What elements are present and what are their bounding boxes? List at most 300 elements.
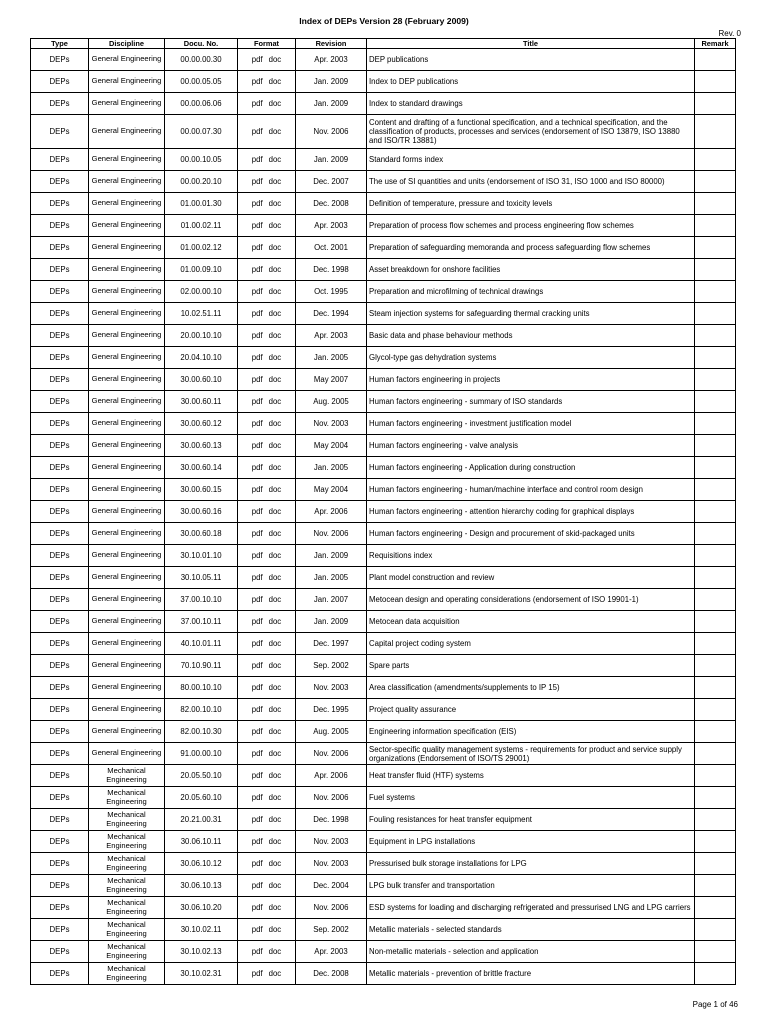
type-cell: DEPs <box>31 369 89 391</box>
revision-cell: Apr. 2003 <box>296 941 367 963</box>
table-row <box>31 677 736 699</box>
discipline-cell: General Engineering <box>89 115 165 149</box>
remark-cell <box>695 281 736 303</box>
pdf-link[interactable]: pdf <box>251 925 263 934</box>
type-cell: DEPs <box>31 809 89 831</box>
pdf-link[interactable]: pdf <box>251 639 263 648</box>
type-cell: DEPs <box>31 853 89 875</box>
title-cell: Metocean design and operating considerations (endorsement of ISO 19901-1) <box>367 589 695 611</box>
doc-link[interactable]: doc <box>268 485 282 494</box>
pdf-link[interactable]: pdf <box>251 441 263 450</box>
title-cell: Plant model construction and review <box>367 567 695 589</box>
format-cell <box>238 303 296 325</box>
table-row <box>31 369 736 391</box>
pdf-link[interactable]: pdf <box>251 243 263 252</box>
discipline-cell: Mechanical Engineering <box>89 853 165 875</box>
title-cell: Non-metallic materials - selection and application <box>367 941 695 963</box>
discipline-cell: General Engineering <box>89 655 165 677</box>
remark-cell <box>695 479 736 501</box>
remark-cell <box>695 743 736 765</box>
type-cell: DEPs <box>31 391 89 413</box>
remark-cell <box>695 875 736 897</box>
doc-link[interactable]: doc <box>268 925 282 934</box>
docu-no-cell: 00.00.20.10 <box>165 171 238 193</box>
type-cell: DEPs <box>31 115 89 149</box>
doc-link[interactable]: doc <box>268 903 282 912</box>
doc-link[interactable]: doc <box>268 375 282 384</box>
type-cell: DEPs <box>31 303 89 325</box>
pdf-link[interactable]: pdf <box>251 661 263 670</box>
table-row <box>31 941 736 963</box>
format-cell <box>238 457 296 479</box>
revision-cell: Nov. 2003 <box>296 677 367 699</box>
title-cell: Metocean data acquisition <box>367 611 695 633</box>
pdf-link[interactable]: pdf <box>251 683 263 692</box>
revision-cell: Aug. 2005 <box>296 721 367 743</box>
revision-cell: Jan. 2009 <box>296 93 367 115</box>
pdf-link[interactable]: pdf <box>251 727 263 736</box>
docu-no-cell: 02.00.00.10 <box>165 281 238 303</box>
pdf-link[interactable]: pdf <box>251 793 263 802</box>
doc-link[interactable]: doc <box>268 595 282 604</box>
type-cell: DEPs <box>31 215 89 237</box>
pdf-link[interactable]: pdf <box>251 397 263 406</box>
title-cell: The use of SI quantities and units (endorsement of ISO 31, ISO 1000 and ISO 80000) <box>367 171 695 193</box>
discipline-cell: General Engineering <box>89 413 165 435</box>
docu-no-cell: 91.00.00.10 <box>165 743 238 765</box>
discipline-cell: General Engineering <box>89 567 165 589</box>
docu-no-cell: 30.00.60.10 <box>165 369 238 391</box>
title-cell: Engineering information specification (EIS) <box>367 721 695 743</box>
type-cell: DEPs <box>31 545 89 567</box>
table-row <box>31 149 736 171</box>
doc-link[interactable]: doc <box>268 441 282 450</box>
doc-link[interactable]: doc <box>268 573 282 582</box>
docu-no-cell: 20.05.60.10 <box>165 787 238 809</box>
pdf-link[interactable]: pdf <box>251 127 263 136</box>
table-row <box>31 215 736 237</box>
pdf-link[interactable]: pdf <box>251 507 263 516</box>
discipline-cell: General Engineering <box>89 237 165 259</box>
doc-link[interactable]: doc <box>268 683 282 692</box>
title-cell: Fouling resistances for heat transfer equipment <box>367 809 695 831</box>
remark-cell <box>695 325 736 347</box>
format-cell <box>238 633 296 655</box>
pdf-link[interactable]: pdf <box>251 573 263 582</box>
pdf-link[interactable]: pdf <box>251 331 263 340</box>
docu-no-cell: 30.00.60.12 <box>165 413 238 435</box>
doc-link[interactable]: doc <box>268 265 282 274</box>
table-row <box>31 875 736 897</box>
type-cell: DEPs <box>31 897 89 919</box>
docu-no-cell: 30.00.60.15 <box>165 479 238 501</box>
docu-no-cell: 20.04.10.10 <box>165 347 238 369</box>
doc-link[interactable]: doc <box>268 639 282 648</box>
doc-link[interactable]: doc <box>268 331 282 340</box>
doc-link[interactable]: doc <box>268 859 282 868</box>
revision-cell: Dec. 1994 <box>296 303 367 325</box>
doc-link[interactable]: doc <box>268 177 282 186</box>
doc-link[interactable]: doc <box>268 309 282 318</box>
pdf-link[interactable]: pdf <box>251 419 263 428</box>
title-cell: Human factors engineering in projects <box>367 369 695 391</box>
pdf-link[interactable]: pdf <box>251 353 263 362</box>
docu-no-cell: 80.00.10.10 <box>165 677 238 699</box>
doc-link[interactable]: doc <box>268 793 282 802</box>
remark-cell <box>695 897 736 919</box>
dep-index-table <box>30 38 736 985</box>
discipline-cell: Mechanical Engineering <box>89 963 165 985</box>
remark-cell <box>695 765 736 787</box>
format-cell <box>238 479 296 501</box>
format-cell <box>238 93 296 115</box>
revision-cell: Jan. 2005 <box>296 567 367 589</box>
doc-link[interactable]: doc <box>268 221 282 230</box>
revision-cell: Jan. 2005 <box>296 347 367 369</box>
pdf-link[interactable]: pdf <box>251 309 263 318</box>
remark-cell <box>695 809 736 831</box>
remark-cell <box>695 963 736 985</box>
title-cell: Capital project coding system <box>367 633 695 655</box>
doc-link[interactable]: doc <box>268 529 282 538</box>
doc-link[interactable]: doc <box>268 881 282 890</box>
discipline-cell: General Engineering <box>89 215 165 237</box>
revision-cell: Jan. 2009 <box>296 545 367 567</box>
table-row <box>31 325 736 347</box>
pdf-link[interactable]: pdf <box>251 99 263 108</box>
type-cell: DEPs <box>31 413 89 435</box>
docu-no-cell: 20.05.50.10 <box>165 765 238 787</box>
format-cell <box>238 435 296 457</box>
pdf-link[interactable]: pdf <box>251 881 263 890</box>
docu-no-cell: 70.10.90.11 <box>165 655 238 677</box>
revision-label: Rev. 0 <box>718 29 741 38</box>
revision-cell: Nov. 2006 <box>296 115 367 149</box>
type-cell: DEPs <box>31 963 89 985</box>
revision-cell: Nov. 2006 <box>296 787 367 809</box>
title-cell: Pressurised bulk storage installations for LPG <box>367 853 695 875</box>
format-cell <box>238 49 296 71</box>
remark-cell <box>695 303 736 325</box>
remark-cell <box>695 677 736 699</box>
column-header-type: Type <box>31 39 89 49</box>
format-cell <box>238 391 296 413</box>
format-cell <box>238 765 296 787</box>
docu-no-cell: 30.00.60.16 <box>165 501 238 523</box>
remark-cell <box>695 545 736 567</box>
revision-cell: Aug. 2005 <box>296 391 367 413</box>
discipline-cell: Mechanical Engineering <box>89 941 165 963</box>
discipline-cell: General Engineering <box>89 171 165 193</box>
revision-cell: Dec. 1995 <box>296 699 367 721</box>
doc-link[interactable]: doc <box>268 155 282 164</box>
docu-no-cell: 37.00.10.11 <box>165 611 238 633</box>
pdf-link[interactable]: pdf <box>251 375 263 384</box>
page-number: Page 1 of 46 <box>692 1000 738 1009</box>
discipline-cell: Mechanical Engineering <box>89 809 165 831</box>
format-cell <box>238 215 296 237</box>
format-cell <box>238 941 296 963</box>
title-cell: Spare parts <box>367 655 695 677</box>
pdf-link[interactable]: pdf <box>251 815 263 824</box>
docu-no-cell: 20.21.00.31 <box>165 809 238 831</box>
pdf-link[interactable]: pdf <box>251 463 263 472</box>
pdf-link[interactable]: pdf <box>251 77 263 86</box>
doc-link[interactable]: doc <box>268 243 282 252</box>
doc-link[interactable]: doc <box>268 749 282 758</box>
type-cell: DEPs <box>31 347 89 369</box>
discipline-cell: General Engineering <box>89 149 165 171</box>
remark-cell <box>695 93 736 115</box>
discipline-cell: General Engineering <box>89 435 165 457</box>
revision-cell: Nov. 2003 <box>296 853 367 875</box>
type-cell: DEPs <box>31 435 89 457</box>
title-cell: Human factors engineering - Application during construction <box>367 457 695 479</box>
doc-link[interactable]: doc <box>268 419 282 428</box>
format-cell <box>238 589 296 611</box>
format-cell <box>238 281 296 303</box>
docu-no-cell: 30.00.60.13 <box>165 435 238 457</box>
title-cell: Human factors engineering - attention hierarchy coding for graphical displays <box>367 501 695 523</box>
discipline-cell: Mechanical Engineering <box>89 875 165 897</box>
remark-cell <box>695 237 736 259</box>
revision-cell: Dec. 2007 <box>296 171 367 193</box>
revision-cell: Dec. 1998 <box>296 809 367 831</box>
format-cell <box>238 809 296 831</box>
doc-link[interactable]: doc <box>268 353 282 362</box>
pdf-link[interactable]: pdf <box>251 969 263 978</box>
type-cell: DEPs <box>31 677 89 699</box>
format-cell <box>238 259 296 281</box>
discipline-cell: General Engineering <box>89 193 165 215</box>
pdf-link[interactable]: pdf <box>251 55 263 64</box>
title-cell: Human factors engineering - human/machine interface and control room design <box>367 479 695 501</box>
revision-cell: May 2004 <box>296 435 367 457</box>
type-cell: DEPs <box>31 523 89 545</box>
remark-cell <box>695 71 736 93</box>
format-cell <box>238 523 296 545</box>
title-cell: LPG bulk transfer and transportation <box>367 875 695 897</box>
docu-no-cell: 00.00.00.30 <box>165 49 238 71</box>
format-cell <box>238 171 296 193</box>
docu-no-cell: 30.00.60.14 <box>165 457 238 479</box>
table-row <box>31 303 736 325</box>
revision-cell: May 2007 <box>296 369 367 391</box>
doc-link[interactable]: doc <box>268 815 282 824</box>
title-cell: Sector-specific quality management systems - requirements for product and service supply organizations (Endorsement of ISO/TS 29001) <box>367 743 695 765</box>
format-cell <box>238 611 296 633</box>
pdf-link[interactable]: pdf <box>251 529 263 538</box>
remark-cell <box>695 347 736 369</box>
doc-link[interactable]: doc <box>268 661 282 670</box>
docu-no-cell: 30.06.10.13 <box>165 875 238 897</box>
table-row <box>31 171 736 193</box>
table-row <box>31 809 736 831</box>
doc-link[interactable]: doc <box>268 77 282 86</box>
docu-no-cell: 00.00.07.30 <box>165 115 238 149</box>
column-header-format: Format <box>238 39 296 49</box>
title-cell: Project quality assurance <box>367 699 695 721</box>
format-cell <box>238 853 296 875</box>
pdf-link[interactable]: pdf <box>251 771 263 780</box>
title-cell: Index to DEP publications <box>367 71 695 93</box>
table-row <box>31 853 736 875</box>
type-cell: DEPs <box>31 93 89 115</box>
title-cell: Preparation and microfilming of technical drawings <box>367 281 695 303</box>
table-row <box>31 71 736 93</box>
doc-link[interactable]: doc <box>268 727 282 736</box>
format-cell <box>238 699 296 721</box>
remark-cell <box>695 611 736 633</box>
pdf-link[interactable]: pdf <box>251 485 263 494</box>
remark-cell <box>695 115 736 149</box>
doc-link[interactable]: doc <box>268 837 282 846</box>
docu-no-cell: 30.10.02.13 <box>165 941 238 963</box>
table-row <box>31 919 736 941</box>
discipline-cell: Mechanical Engineering <box>89 765 165 787</box>
type-cell: DEPs <box>31 941 89 963</box>
pdf-link[interactable]: pdf <box>251 903 263 912</box>
table-row <box>31 435 736 457</box>
remark-cell <box>695 655 736 677</box>
pdf-link[interactable]: pdf <box>251 705 263 714</box>
revision-cell: Apr. 2003 <box>296 49 367 71</box>
type-cell: DEPs <box>31 633 89 655</box>
pdf-link[interactable]: pdf <box>251 199 263 208</box>
remark-cell <box>695 523 736 545</box>
revision-cell: Sep. 2002 <box>296 919 367 941</box>
pdf-link[interactable]: pdf <box>251 265 263 274</box>
discipline-cell: General Engineering <box>89 545 165 567</box>
type-cell: DEPs <box>31 281 89 303</box>
remark-cell <box>695 919 736 941</box>
revision-cell: Jan. 2009 <box>296 611 367 633</box>
docu-no-cell: 30.10.01.10 <box>165 545 238 567</box>
remark-cell <box>695 391 736 413</box>
format-cell <box>238 721 296 743</box>
revision-cell: Jan. 2007 <box>296 589 367 611</box>
table-row <box>31 259 736 281</box>
doc-link[interactable]: doc <box>268 99 282 108</box>
doc-link[interactable]: doc <box>268 463 282 472</box>
remark-cell <box>695 457 736 479</box>
format-cell <box>238 787 296 809</box>
revision-cell: Jan. 2009 <box>296 149 367 171</box>
type-cell: DEPs <box>31 237 89 259</box>
type-cell: DEPs <box>31 655 89 677</box>
docu-no-cell: 30.10.05.11 <box>165 567 238 589</box>
docu-no-cell: 82.00.10.10 <box>165 699 238 721</box>
pdf-link[interactable]: pdf <box>251 551 263 560</box>
pdf-link[interactable]: pdf <box>251 859 263 868</box>
revision-cell: Apr. 2006 <box>296 501 367 523</box>
format-cell <box>238 919 296 941</box>
title-cell: Fuel systems <box>367 787 695 809</box>
docu-no-cell: 30.10.02.31 <box>165 963 238 985</box>
revision-cell: Nov. 2006 <box>296 897 367 919</box>
doc-link[interactable]: doc <box>268 771 282 780</box>
revision-cell: Nov. 2003 <box>296 831 367 853</box>
revision-cell: Nov. 2006 <box>296 743 367 765</box>
doc-link[interactable]: doc <box>268 551 282 560</box>
title-cell: Steam injection systems for safeguarding thermal cracking units <box>367 303 695 325</box>
revision-cell: Nov. 2006 <box>296 523 367 545</box>
discipline-cell: General Engineering <box>89 303 165 325</box>
doc-link[interactable]: doc <box>268 507 282 516</box>
docu-no-cell: 01.00.02.12 <box>165 237 238 259</box>
doc-link[interactable]: doc <box>268 705 282 714</box>
table-row <box>31 115 736 149</box>
type-cell: DEPs <box>31 479 89 501</box>
table-row <box>31 633 736 655</box>
pdf-link[interactable]: pdf <box>251 947 263 956</box>
pdf-link[interactable]: pdf <box>251 221 263 230</box>
docu-no-cell: 30.06.10.20 <box>165 897 238 919</box>
remark-cell <box>695 787 736 809</box>
format-cell <box>238 237 296 259</box>
pdf-link[interactable]: pdf <box>251 177 263 186</box>
format-cell <box>238 193 296 215</box>
column-header-revision: Revision <box>296 39 367 49</box>
format-cell <box>238 875 296 897</box>
pdf-link[interactable]: pdf <box>251 837 263 846</box>
pdf-link[interactable]: pdf <box>251 155 263 164</box>
revision-cell: Jan. 2009 <box>296 71 367 93</box>
format-cell <box>238 501 296 523</box>
table-row <box>31 567 736 589</box>
format-cell <box>238 963 296 985</box>
doc-link[interactable]: doc <box>268 199 282 208</box>
remark-cell <box>695 49 736 71</box>
format-cell <box>238 347 296 369</box>
table-row <box>31 655 736 677</box>
pdf-link[interactable]: pdf <box>251 749 263 758</box>
type-cell: DEPs <box>31 875 89 897</box>
remark-cell <box>695 589 736 611</box>
pdf-link[interactable]: pdf <box>251 287 263 296</box>
revision-cell: Apr. 2003 <box>296 215 367 237</box>
doc-link[interactable]: doc <box>268 617 282 626</box>
revision-cell: Apr. 2003 <box>296 325 367 347</box>
discipline-cell: Mechanical Engineering <box>89 831 165 853</box>
table-header-row <box>31 39 736 49</box>
type-cell: DEPs <box>31 49 89 71</box>
remark-cell <box>695 699 736 721</box>
format-cell <box>238 677 296 699</box>
format-cell <box>238 149 296 171</box>
remark-cell <box>695 501 736 523</box>
pdf-link[interactable]: pdf <box>251 617 263 626</box>
revision-cell: May 2004 <box>296 479 367 501</box>
doc-link[interactable]: doc <box>268 969 282 978</box>
docu-no-cell: 10.02.51.11 <box>165 303 238 325</box>
doc-link[interactable]: doc <box>268 287 282 296</box>
discipline-cell: General Engineering <box>89 457 165 479</box>
revision-cell: Nov. 2003 <box>296 413 367 435</box>
format-cell <box>238 897 296 919</box>
doc-link[interactable]: doc <box>268 55 282 64</box>
type-cell: DEPs <box>31 611 89 633</box>
docu-no-cell: 01.00.01.30 <box>165 193 238 215</box>
type-cell: DEPs <box>31 71 89 93</box>
type-cell: DEPs <box>31 501 89 523</box>
doc-link[interactable]: doc <box>268 947 282 956</box>
title-cell: Human factors engineering - valve analysis <box>367 435 695 457</box>
doc-link[interactable]: doc <box>268 397 282 406</box>
doc-link[interactable]: doc <box>268 127 282 136</box>
title-cell: Preparation of safeguarding memoranda and process safeguarding flow schemes <box>367 237 695 259</box>
pdf-link[interactable]: pdf <box>251 595 263 604</box>
